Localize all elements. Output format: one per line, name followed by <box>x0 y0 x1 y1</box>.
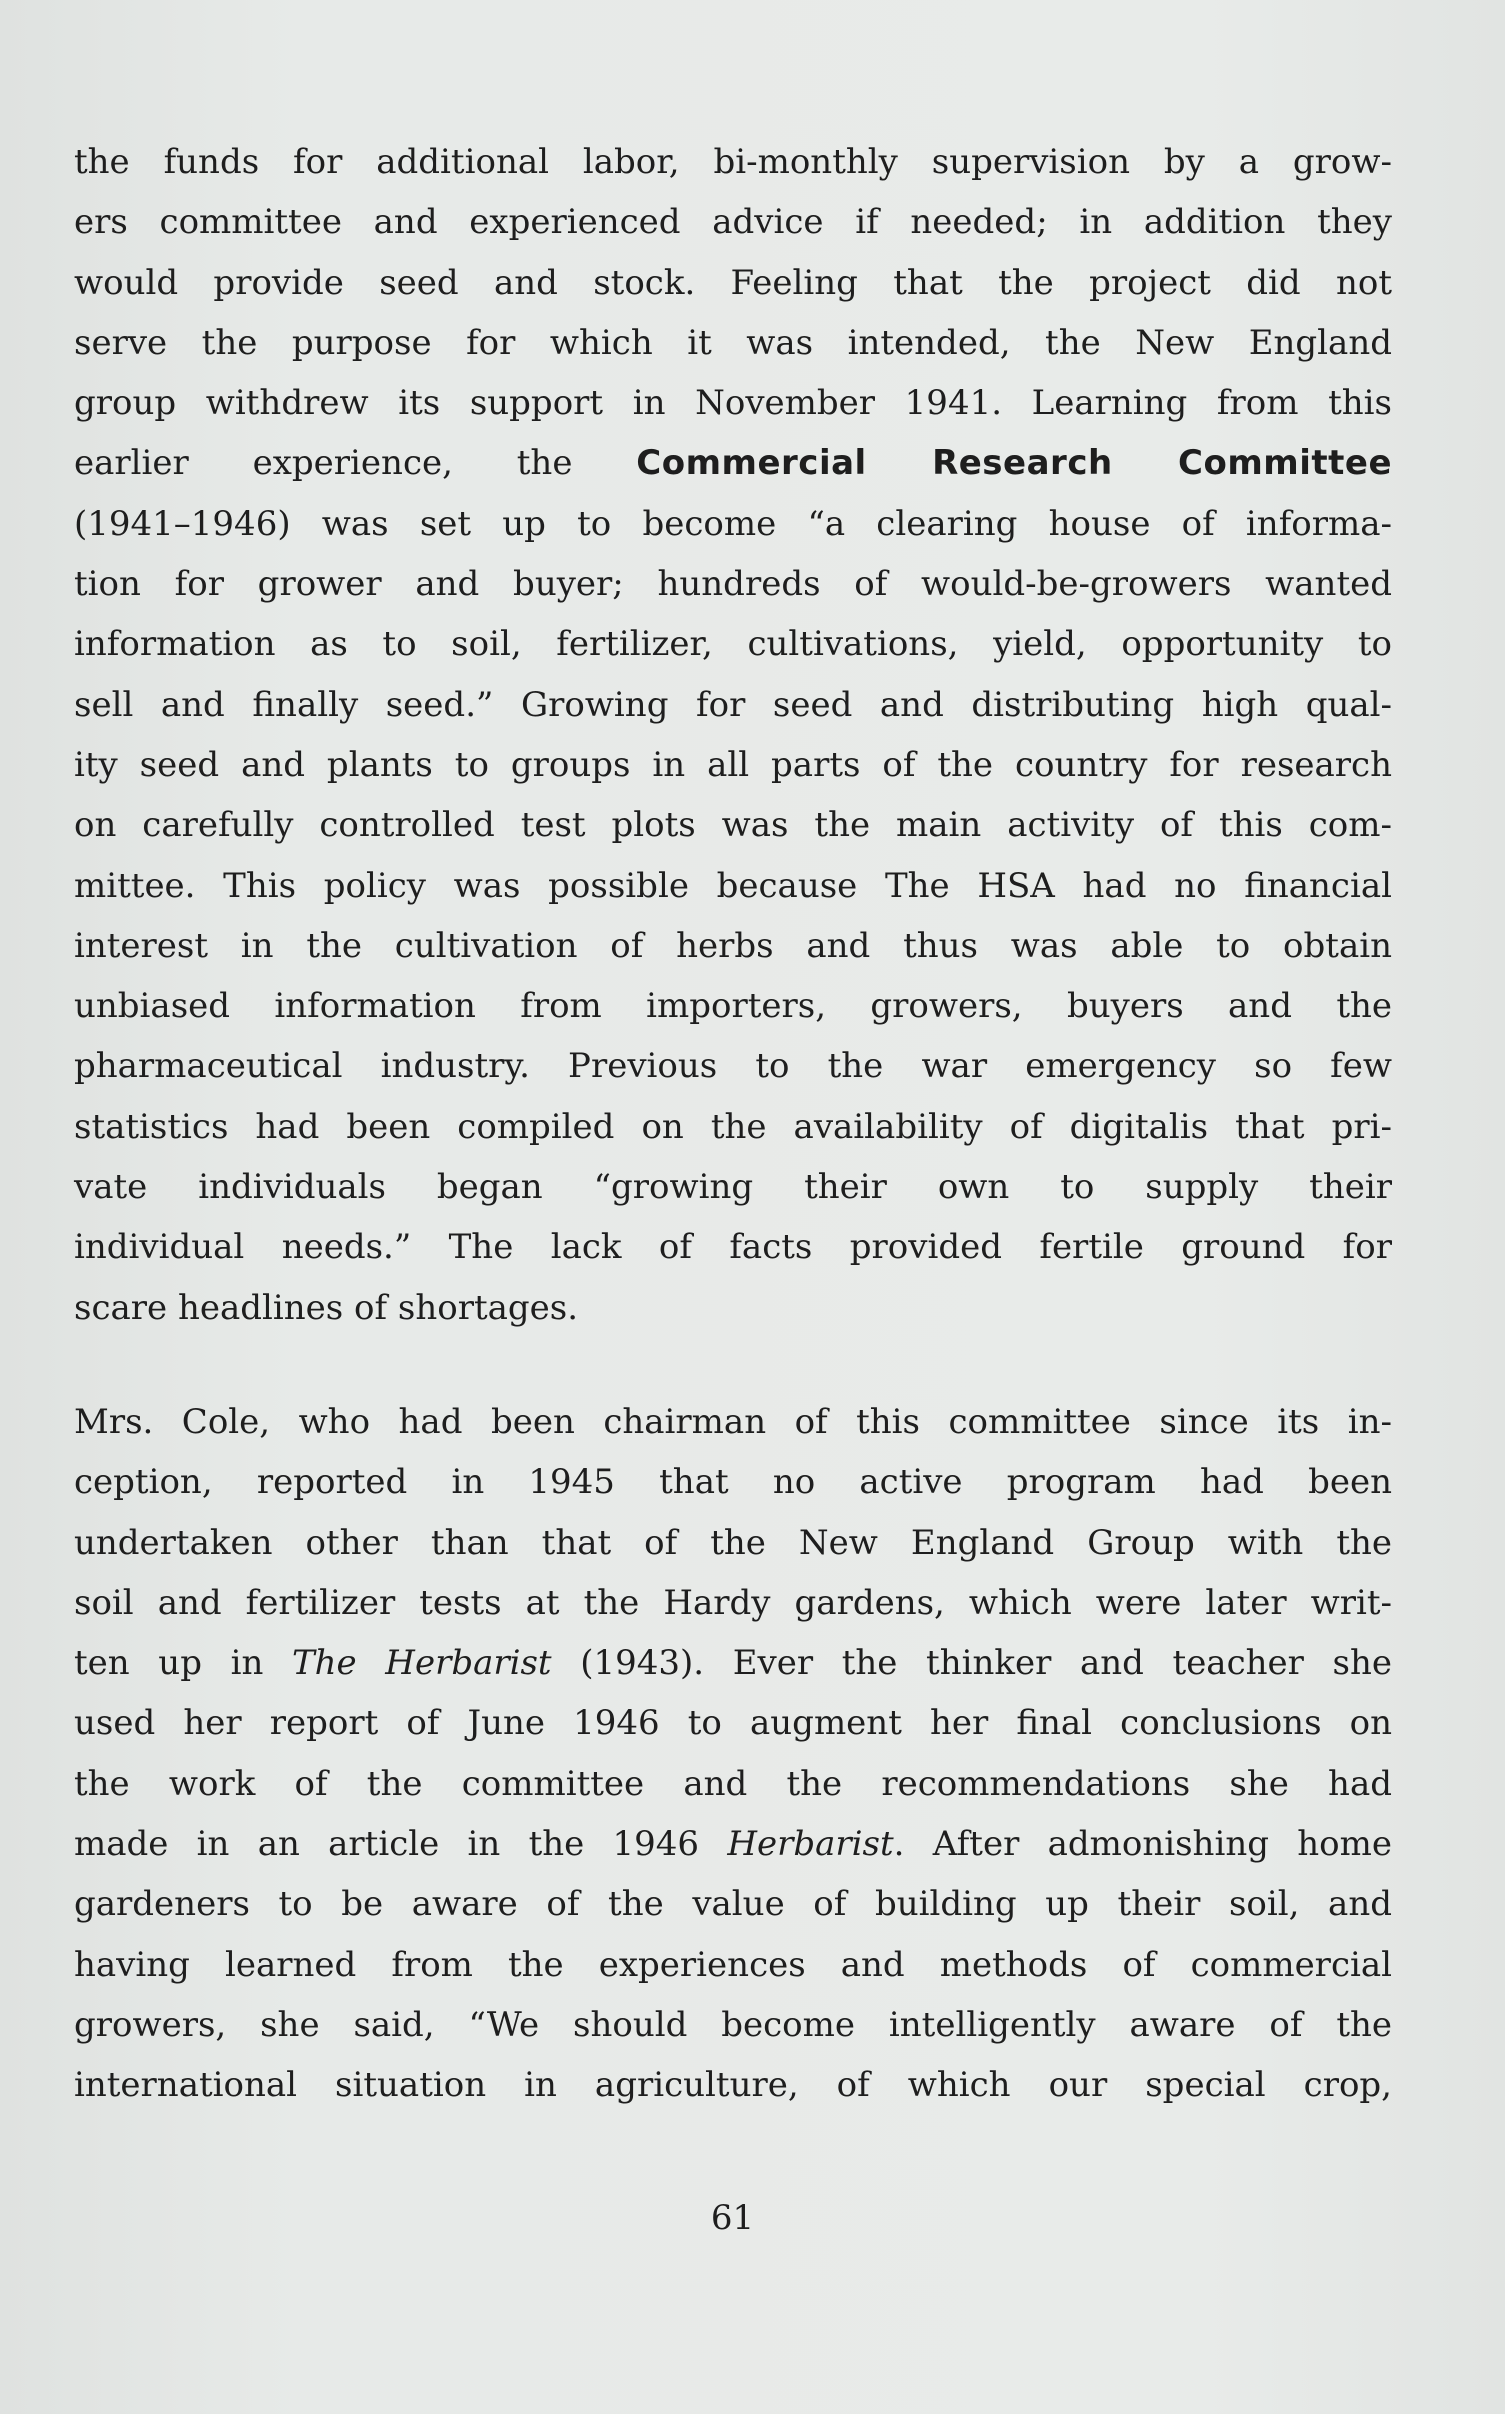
text-line: used her report of June 1946 to augment her final conclusions on <box>74 1703 1392 1744</box>
text-line: the funds for additional labor, bi-monthly supervision by a grow- <box>74 142 1392 182</box>
text-line: individual needs.” The lack of facts provided fertile ground for <box>74 1227 1392 1268</box>
text-line: unbiased information from importers, growers, buyers and the <box>74 986 1392 1027</box>
text-line: undertaken other than that of the New England Group with the <box>74 1522 1392 1563</box>
text-line: gardeners to be aware of the value of building up their soil, and <box>74 1884 1392 1925</box>
text-line: serve the purpose for which it was intended, the New England <box>74 322 1392 363</box>
text-line: scare headlines of shortages. <box>74 1287 579 1328</box>
text-line: soil and fertilizer tests at the Hardy gardens, which were later writ- <box>74 1582 1392 1623</box>
text-line: Mrs. Cole, who had been chairman of this committee since its in- <box>74 1402 1392 1442</box>
text-line: group withdrew its support in November 1941. Learning from this <box>74 383 1392 424</box>
text-line: tion for grower and buyer; hundreds of would-be-growers wanted <box>74 564 1392 605</box>
paragraph-mrs-cole-report <box>74 1392 1392 2116</box>
text-line: vate individuals began “growing their own to supply their <box>74 1167 1392 1208</box>
text-line: ten up in The Herbarist (1943). Ever the thinker and teacher she <box>74 1643 1392 1684</box>
text-line: mittee. This policy was possible because The HSA had no financial <box>74 865 1392 906</box>
text-line: international situation in agriculture, of which our special crop, <box>74 2065 1392 2106</box>
text-line: (1941–1946) was set up to become “a clearing house of informa- <box>74 503 1392 544</box>
text-line: sell and finally seed.” Growing for seed and distributing high qual- <box>74 684 1392 725</box>
text-line: growers, she said, “We should become intelligently aware of the <box>74 2004 1392 2045</box>
text-line: information as to soil, fertilizer, cultivations, yield, opportunity to <box>74 624 1392 665</box>
text-line: ers committee and experienced advice if needed; in addition they <box>74 202 1392 243</box>
text-line: would provide seed and stock. Feeling that the project did not <box>74 262 1392 303</box>
text-line: having learned from the experiences and methods of commercial <box>74 1944 1392 1985</box>
text-line: pharmaceutical industry. Previous to the war emergency so few <box>74 1046 1392 1087</box>
text-line: earlier experience, the Commercial Research Committee <box>74 443 1392 484</box>
text-line: statistics had been compiled on the availability of digitalis that pri- <box>74 1106 1392 1147</box>
herbarist-italic: Herbarist <box>727 1824 894 1865</box>
text-line: the work of the committee and the recommendations she had <box>74 1763 1392 1804</box>
text-line: ity seed and plants to groups in all parts of the country for research <box>74 744 1392 785</box>
paragraph-commercial-research-committee <box>74 132 1392 1338</box>
herbarist-title-italic: The Herbarist <box>291 1643 552 1684</box>
committee-name-bold: Commercial Research Committee <box>636 443 1392 484</box>
page-number: 61 <box>710 2198 755 2238</box>
text-line: ception, reported in 1945 that no active program had been <box>74 1462 1392 1503</box>
text-line: interest in the cultivation of herbs and thus was able to obtain <box>74 925 1392 966</box>
text-line: made in an article in the 1946 Herbarist. After admonishing home <box>74 1824 1392 1865</box>
text-line: on carefully controlled test plots was the main activity of this com- <box>74 805 1392 846</box>
